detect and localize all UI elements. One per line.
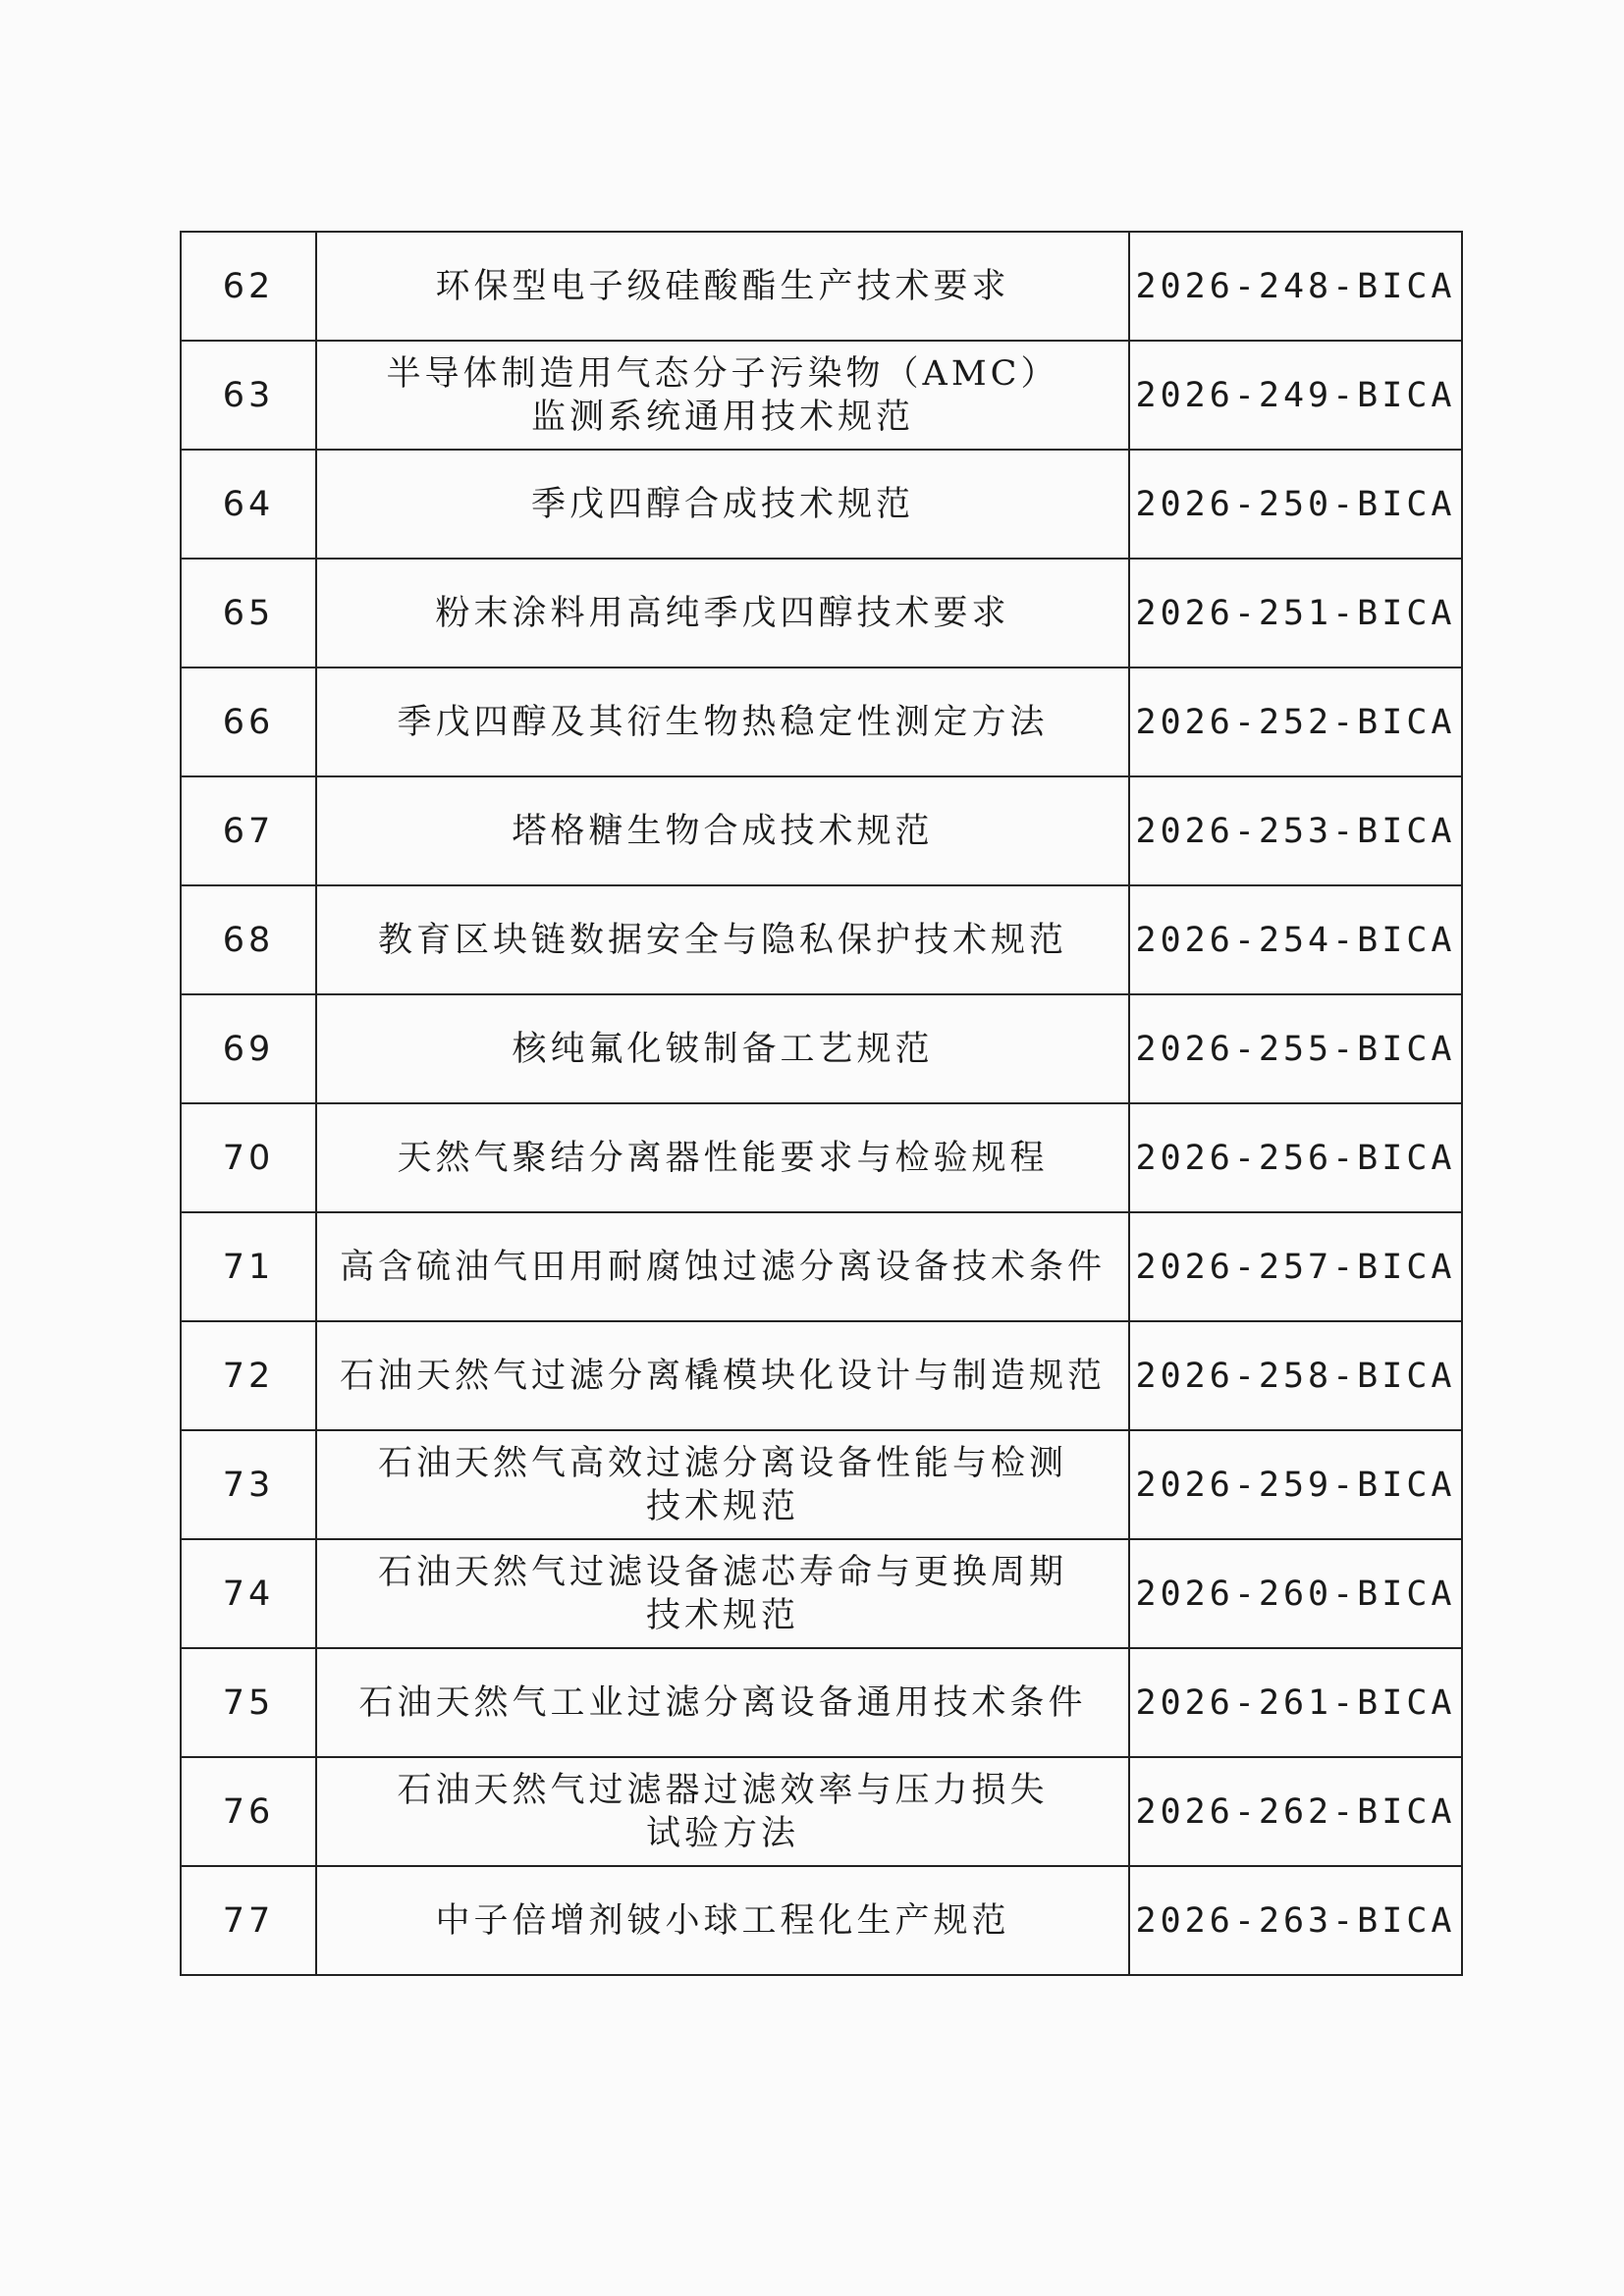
row-number: 65 [181, 559, 316, 667]
standard-code: 2026-254-BICA [1129, 885, 1462, 994]
standard-name-line: 试验方法 [645, 1813, 799, 1853]
table-row [181, 1648, 1462, 1757]
standard-name-line: 教育区块链数据安全与隐私保护技术规范 [377, 920, 1067, 960]
standard-name-line: 季戊四醇及其衍生物热稳定性测定方法 [397, 702, 1049, 742]
table-row [181, 1757, 1462, 1866]
standard-name-line: 石油天然气过滤设备滤芯寿命与更换周期 [377, 1552, 1067, 1592]
table-row [181, 1103, 1462, 1212]
standard-name [316, 1321, 1129, 1430]
row-number: 75 [181, 1648, 316, 1757]
table-row [181, 1866, 1462, 1975]
standard-name [316, 1430, 1129, 1539]
row-number: 62 [181, 232, 316, 341]
row-number: 63 [181, 341, 316, 450]
standard-code: 2026-252-BICA [1129, 667, 1462, 776]
standard-name [316, 776, 1129, 885]
standard-code: 2026-259-BICA [1129, 1430, 1462, 1539]
row-number: 69 [181, 994, 316, 1103]
standard-code: 2026-255-BICA [1129, 994, 1462, 1103]
standard-name [316, 1648, 1129, 1757]
standard-name [316, 1212, 1129, 1321]
standard-name [316, 1103, 1129, 1212]
standard-name-line: 技术规范 [645, 1595, 799, 1635]
row-number: 72 [181, 1321, 316, 1430]
standard-name-line: 半导体制造用气态分子污染物（AMC） [386, 353, 1059, 394]
standard-name [316, 450, 1129, 559]
standard-name [316, 1539, 1129, 1648]
standards-table [180, 231, 1463, 1976]
standard-name-line: 石油天然气工业过滤分离设备通用技术条件 [358, 1682, 1087, 1723]
standards-table-body [181, 232, 1462, 1975]
table-row [181, 667, 1462, 776]
standard-code: 2026-258-BICA [1129, 1321, 1462, 1430]
standard-name-line: 季戊四醇合成技术规范 [530, 484, 914, 524]
standard-name-line: 中子倍增剂铍小球工程化生产规范 [435, 1900, 1010, 1941]
standard-code: 2026-261-BICA [1129, 1648, 1462, 1757]
table-row [181, 885, 1462, 994]
standard-name-line: 核纯氟化铍制备工艺规范 [512, 1029, 934, 1069]
standard-name [316, 1757, 1129, 1866]
standard-name-line: 监测系统通用技术规范 [530, 397, 914, 437]
standard-name-line: 石油天然气过滤分离橇模块化设计与制造规范 [339, 1356, 1106, 1396]
standard-code: 2026-257-BICA [1129, 1212, 1462, 1321]
row-number: 77 [181, 1866, 316, 1975]
row-number: 76 [181, 1757, 316, 1866]
standard-code: 2026-263-BICA [1129, 1866, 1462, 1975]
row-number: 64 [181, 450, 316, 559]
row-number: 71 [181, 1212, 316, 1321]
table-row [181, 450, 1462, 559]
standard-name-line: 技术规范 [645, 1486, 799, 1526]
standard-name [316, 994, 1129, 1103]
table-row [181, 1539, 1462, 1648]
table-row [181, 776, 1462, 885]
row-number: 74 [181, 1539, 316, 1648]
standard-name [316, 559, 1129, 667]
table-row [181, 341, 1462, 450]
standard-name-line: 石油天然气高效过滤分离设备性能与检测 [377, 1443, 1067, 1483]
standard-name [316, 232, 1129, 341]
standard-name [316, 667, 1129, 776]
table-row [181, 1212, 1462, 1321]
standard-name-line: 高含硫油气田用耐腐蚀过滤分离设备技术条件 [339, 1247, 1106, 1287]
table-row [181, 1430, 1462, 1539]
row-number: 66 [181, 667, 316, 776]
standard-name-line: 环保型电子级硅酸酯生产技术要求 [435, 266, 1010, 306]
standard-code: 2026-256-BICA [1129, 1103, 1462, 1212]
table-row [181, 1321, 1462, 1430]
standard-name-line: 粉末涂料用高纯季戊四醇技术要求 [435, 593, 1010, 633]
standard-code: 2026-260-BICA [1129, 1539, 1462, 1648]
standard-code: 2026-262-BICA [1129, 1757, 1462, 1866]
row-number: 73 [181, 1430, 316, 1539]
table-row [181, 559, 1462, 667]
row-number: 67 [181, 776, 316, 885]
standard-name [316, 885, 1129, 994]
standard-code: 2026-250-BICA [1129, 450, 1462, 559]
row-number: 68 [181, 885, 316, 994]
table-row [181, 994, 1462, 1103]
standard-code: 2026-251-BICA [1129, 559, 1462, 667]
standard-code: 2026-253-BICA [1129, 776, 1462, 885]
standard-name-line: 塔格糖生物合成技术规范 [512, 811, 934, 851]
standard-code: 2026-248-BICA [1129, 232, 1462, 341]
table-row [181, 232, 1462, 341]
standard-name [316, 341, 1129, 450]
standard-code: 2026-249-BICA [1129, 341, 1462, 450]
standard-name-line: 石油天然气过滤器过滤效率与压力损失 [397, 1770, 1049, 1810]
standard-name-line: 天然气聚结分离器性能要求与检验规程 [397, 1138, 1049, 1178]
standard-name [316, 1866, 1129, 1975]
row-number: 70 [181, 1103, 316, 1212]
